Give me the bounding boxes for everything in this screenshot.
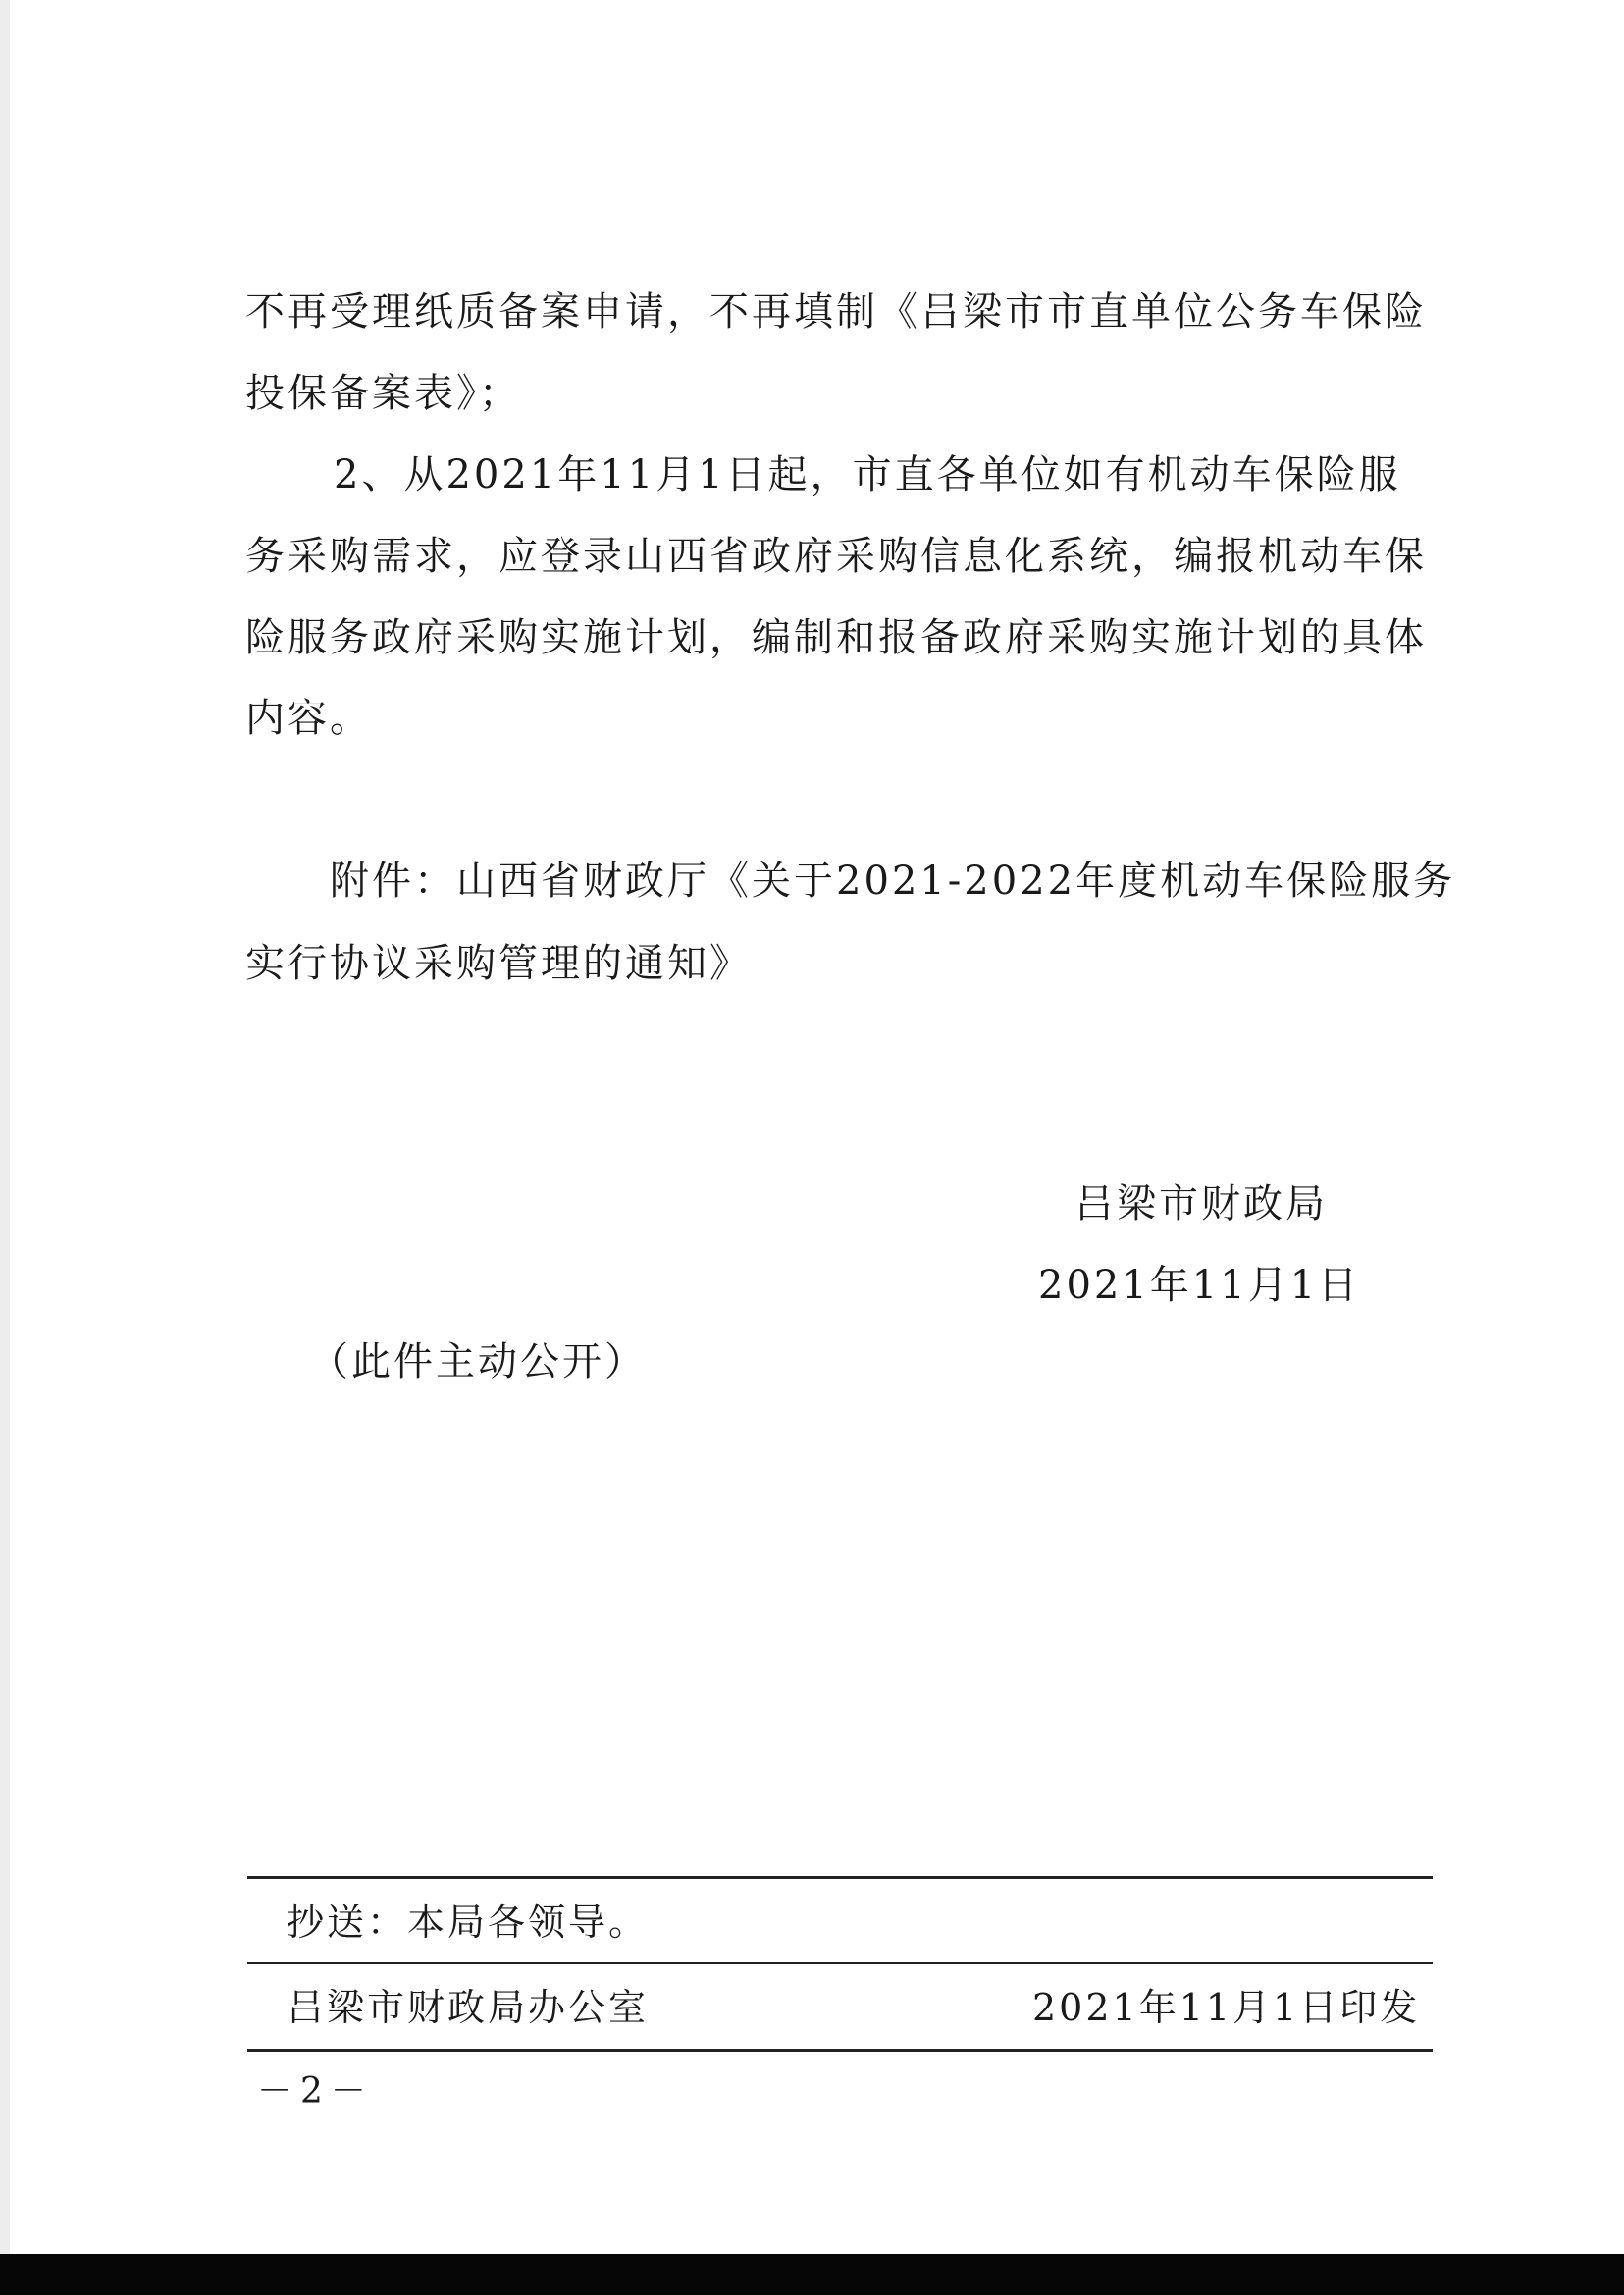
scan-edge-left <box>0 0 10 2295</box>
body-line-3: 2、从2021年11月1日起，市直各单位如有机动车保险服 <box>334 452 1401 497</box>
cc-line: 抄送：本局各领导。 <box>287 1901 650 1944</box>
body-line-6: 内容。 <box>245 696 372 741</box>
issue-date: 2021年11月1日 <box>1038 1263 1361 1308</box>
footer-rule-bottom <box>247 2049 1433 2052</box>
body-line-5: 险服务政府采购实施计划，编制和报备政府采购实施计划的具体 <box>245 615 1427 660</box>
body-line-2: 投保备案表》； <box>245 371 521 416</box>
attachment-line-2: 实行协议采购管理的通知》 <box>245 941 752 986</box>
print-date: 2021年11月1日印发 <box>1032 1986 1421 2029</box>
footer-rule-top <box>247 1876 1433 1879</box>
body-line-1: 不再受理纸质备案申请，不再填制《吕梁市市直单位公务车保险 <box>245 289 1427 335</box>
attachment-line-1: 附件：山西省财政厅《关于2021-2022年度机动车保险服务 <box>330 859 1456 904</box>
issuer-name: 吕梁市财政局 <box>1074 1181 1328 1226</box>
issuing-office: 吕梁市财政局办公室 <box>287 1986 650 2029</box>
page-number: －2－ <box>257 2071 374 2112</box>
disclosure-note: （此件主动公开） <box>309 1339 647 1384</box>
body-line-4: 务采购需求，应登录山西省政府采购信息化系统，编报机动车保 <box>245 534 1427 579</box>
footer-rule-middle <box>247 1962 1433 1964</box>
scan-edge-bottom <box>0 2254 1624 2295</box>
